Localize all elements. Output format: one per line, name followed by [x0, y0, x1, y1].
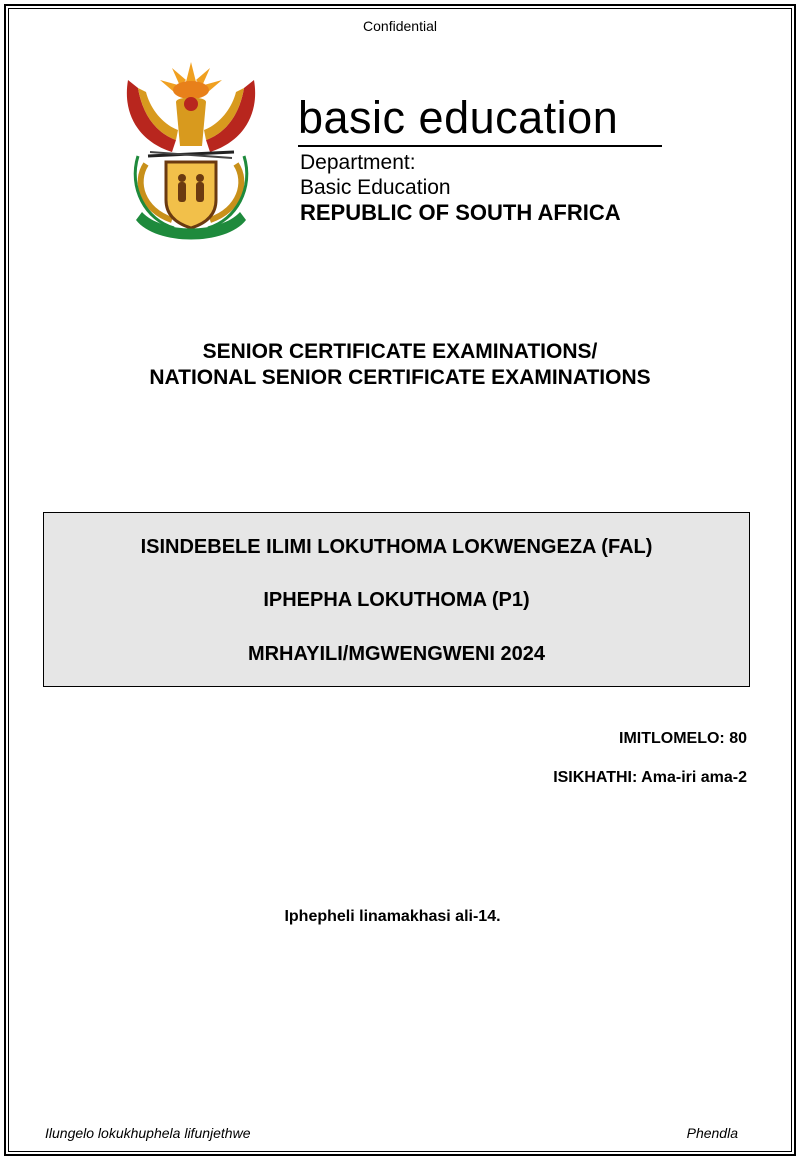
paper-number: IPHEPHA LOKUTHOMA (P1) — [263, 589, 530, 611]
confidential-label: Confidential — [363, 18, 437, 34]
exam-heading-line-1: SENIOR CERTIFICATE EXAMINATIONS/ — [202, 340, 598, 363]
exam-heading-line-2: NATIONAL SENIOR CERTIFICATE EXAMINATIONS — [149, 366, 651, 389]
exam-duration: ISIKHATHI: Ama-iri ama-2 — [553, 769, 747, 786]
department-label: Department: — [300, 151, 416, 174]
brand-underline — [298, 145, 662, 147]
total-marks: IMITLOMELO: 80 — [619, 730, 747, 747]
paper-title-box — [43, 512, 750, 687]
page-count-note: Iphepheli linamakhasi ali-14. — [284, 908, 501, 925]
turn-over-note: Phendla — [686, 1125, 738, 1141]
department-name: Basic Education — [300, 176, 451, 199]
subject-title: ISINDEBELE ILIMI LOKUTHOMA LOKWENGEZA (FAL) — [140, 536, 653, 558]
coat-of-arms-logo — [116, 60, 266, 242]
copyright-notice: Ilungelo lokukhuphela lifunjethwe — [45, 1125, 251, 1141]
country-name: REPUBLIC OF SOUTH AFRICA — [300, 200, 621, 225]
exam-session: MRHAYILI/MGWENGWENI 2024 — [247, 643, 546, 665]
department-brand-name: basic education — [298, 92, 619, 143]
